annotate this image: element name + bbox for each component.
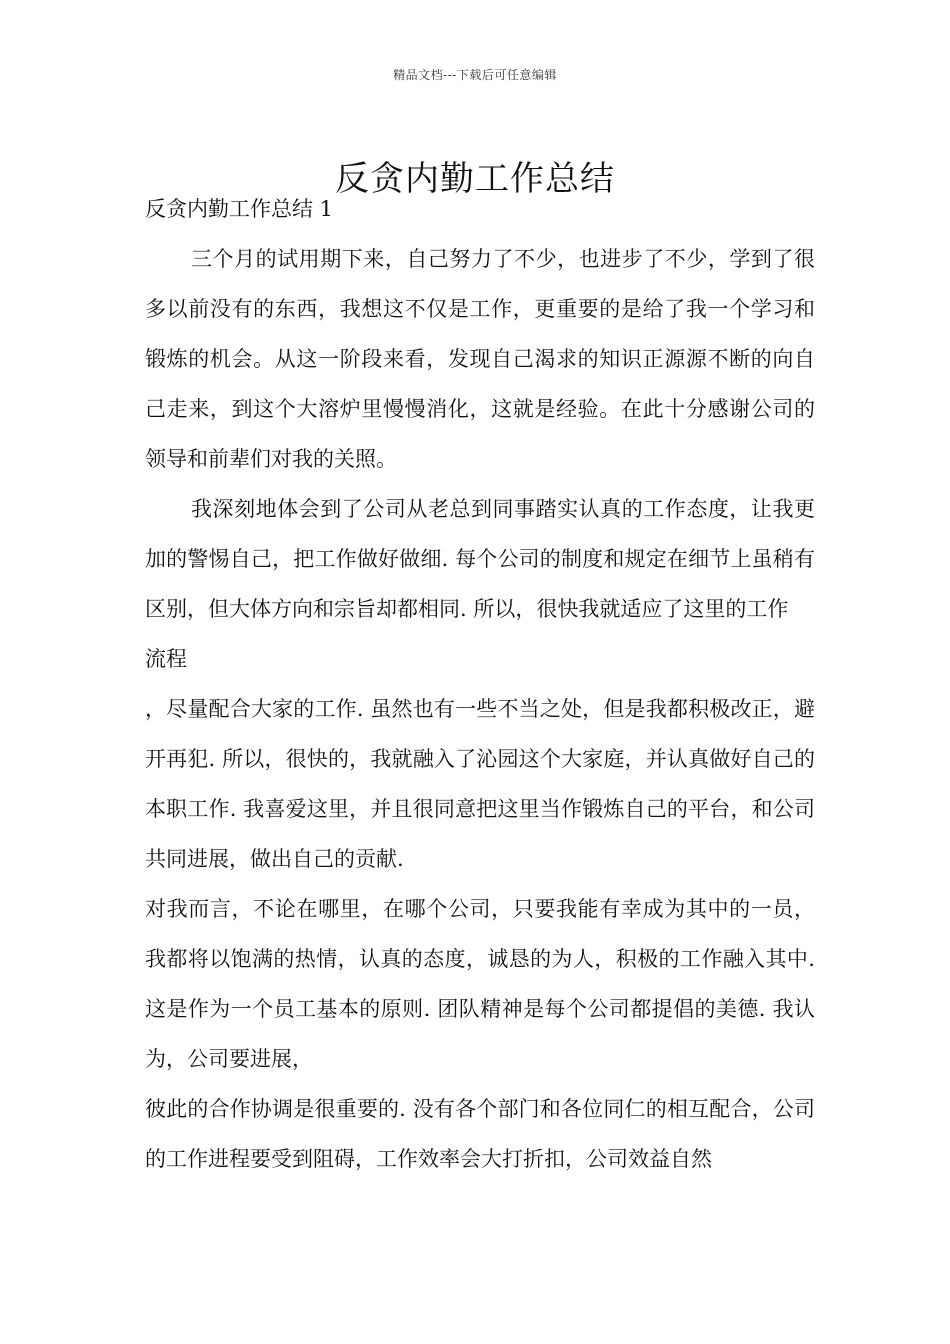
document-body [145,184,815,1184]
paragraph-2: 我深刻地体会到了公司从老总到同事踏实认真的工作态度，让我更加的警惕自己，把工作做好做细. 每个公司的制度和规定在细节上虽稍有区别，但大体方向和宗旨却都相同. 所以，很快我就适应了这里的工作 [145,497,815,621]
paragraph-6: 彼此的合作协调是很重要的. 没有各个部门和各位同仁的相互配合，公司的工作进程要受到阻碍，工作效率会大打折扣，公司效益自然 [145,1097,815,1171]
page-header: 精品文档---下载后可任意编辑 [393,68,557,82]
paragraph-3: 流程 [145,647,187,671]
paragraph-5: 对我而言，不论在哪里，在哪个公司，只要我能有幸成为其中的一员，我都将以饱满的热情，认真的态度，诚恳的为人，积极的工作融入其中. 这是作为一个员工基本的原则. 团队精神是每个公司都提倡的美德. 我认为，公司要进展， [145,897,815,1071]
document-title: 反贪内勤工作总结 [335,158,615,199]
section-heading: 反贪内勤工作总结 1 [145,197,334,221]
paragraph-4: ，尽量配合大家的工作. 虽然也有一些不当之处，但是我都积极改正，避开再犯. 所以，很快的，我就融入了沁园这个大家庭，并认真做好自己的本职工作. 我喜爱这里，并且很同意把这里当作锻炼自己的平台，和公司共同进展，做出自己的贡献. [145,697,815,871]
paragraph-1: 三个月的试用期下来，自己努力了不少，也进步了不少，学到了很多以前没有的东西，我想这不仅是工作，更重要的是给了我一个学习和锻炼的机会。从这一阶段来看，发现自己渴求的知识正源源不断的向自己走来，到这个大溶炉里慢慢消化，这就是经验。在此十分感谢公司的领导和前辈们对我的关照。 [145,247,815,471]
